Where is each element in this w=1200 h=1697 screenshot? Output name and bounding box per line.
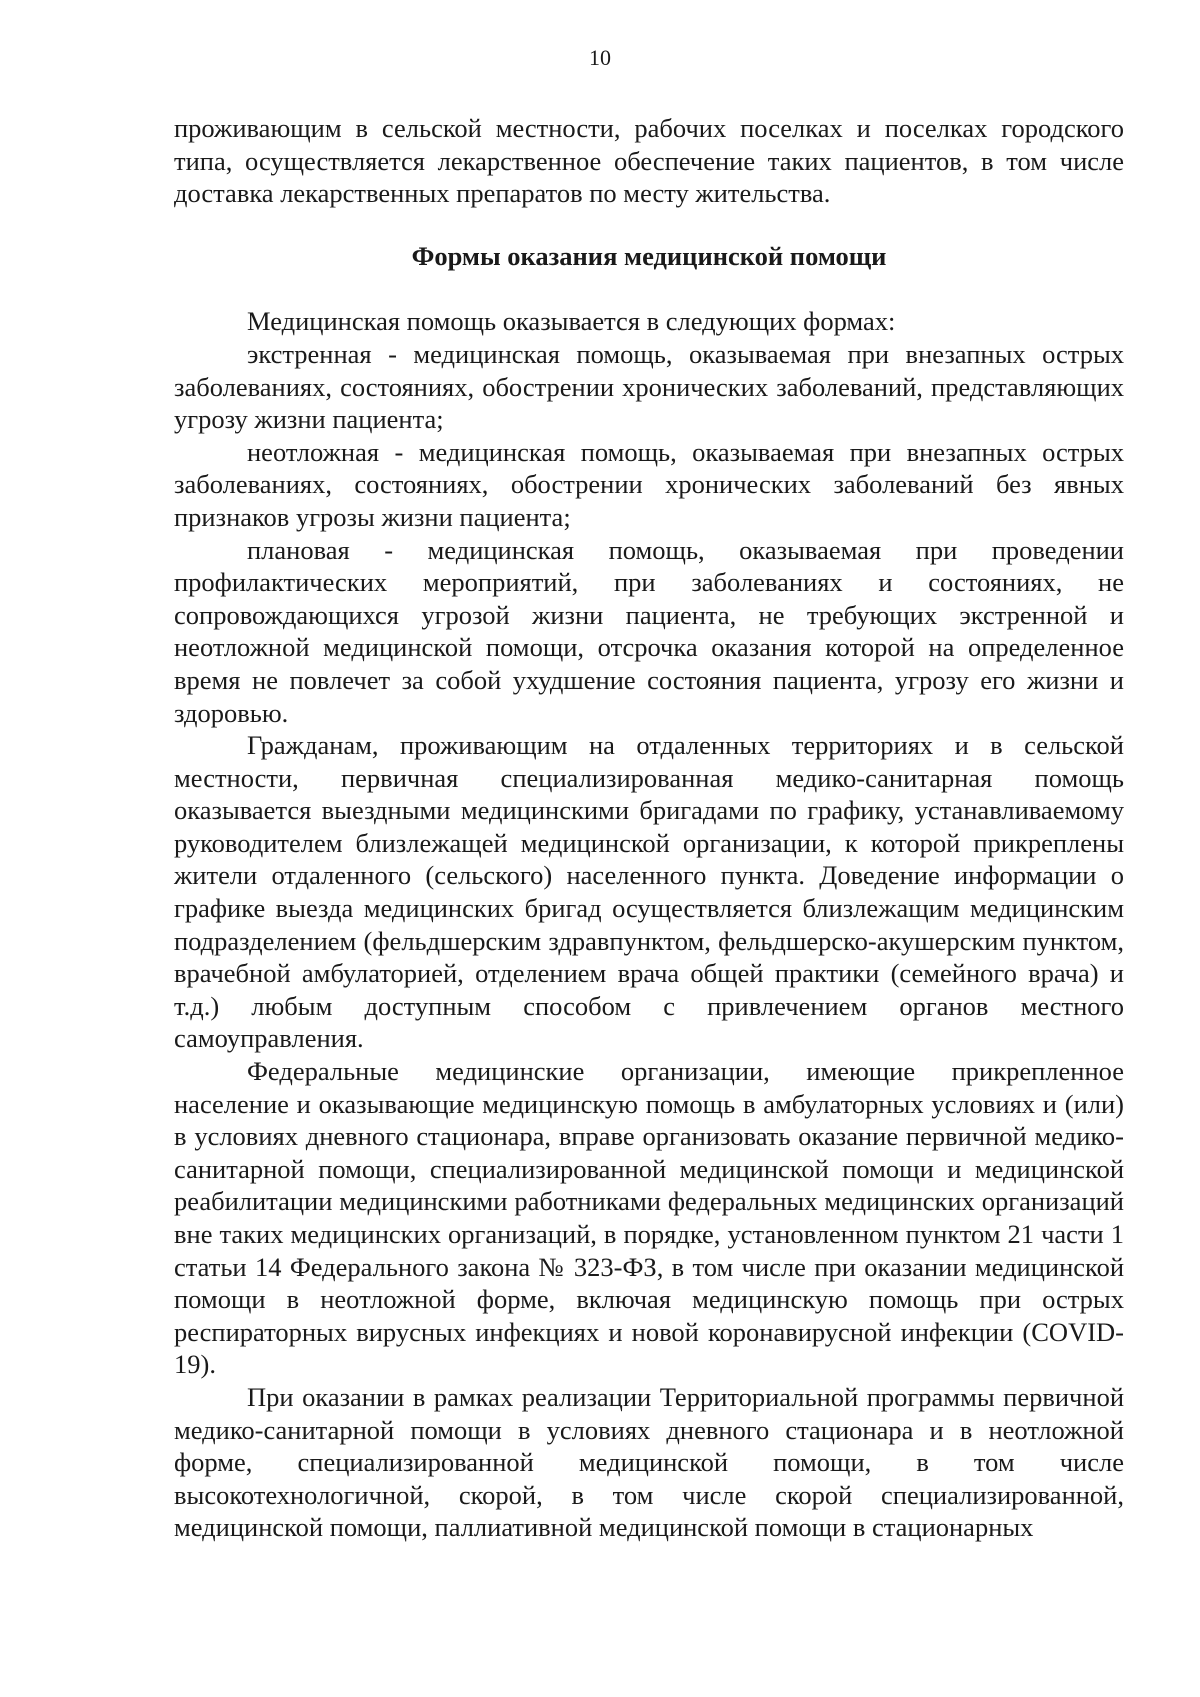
paragraph-remote-territories: Гражданам, проживающим на отдаленных территориях и в сельской местности, первичная специализированная медико-санитарная помощь оказывается выездными медицинскими бригадами по графику, устанавливаемому руководителем близлежащей медицинской организации, к которой прикреплены жители отдаленного (сельского) населенного пункта. Доведение информации о графике выезда медицинских бригад осуществляется близлежащим медицинским подразделением (фельдшерским здравпунктом, фельдшерско-акушерским пунктом, врачебной амбулаторией, отделением врача общей практики (семейного врача) и т.д.) любым доступным способом с привлечением органов местного самоуправления.	[174, 730, 1124, 1054]
paragraph-territorial-program: При оказании в рамках реализации Территориальной программы первичной медико-санитарной помощи в условиях дневного стационара и в неотложной форме, специализированной медицинской помощи, в том числе высокотехнологичной, скорой, в том числе скорой специализированной, медицинской помощи, паллиативной медицинской помощи в стационарных	[174, 1381, 1124, 1543]
document-body	[174, 112, 1124, 1544]
paragraph-emergency: экстренная - медицинская помощь, оказываемая при внезапных острых заболеваниях, состояниях, обострении хронических заболеваний, представляющих угрозу жизни пациента;	[174, 338, 1124, 435]
intro-paragraph: проживающим в сельской местности, рабочих поселках и поселках городского типа, осуществляется лекарственное обеспечение таких пациентов, в том числе доставка лекарственных препаратов по месту жительства.	[174, 113, 1124, 209]
page-number: 10	[589, 45, 611, 70]
paragraph-urgent: неотложная - медицинская помощь, оказываемая при внезапных острых заболеваниях, состояниях, обострении хронических заболеваний без явных признаков угрозы жизни пациента;	[174, 436, 1124, 532]
paragraph-federal-organizations: Федеральные медицинские организации, имеющие прикрепленное население и оказывающие медицинскую помощь в амбулаторных условиях и (или) в условиях дневного стационара, вправе организовать оказание первичной медико-санитарной помощи, специализированной медицинской помощи и медицинской реабилитации медицинскими работниками федеральных медицинских организаций вне таких медицинских организаций, в порядке, установленном пунктом 21 части 1 статьи 14 Федерального закона № 323-ФЗ, в том числе при оказании медицинской помощи в неотложной форме, включая медицинскую помощь при острых респираторных вирусных инфекциях и новой коронавирусной инфекции (COVID-19).	[174, 1056, 1124, 1380]
paragraph-forms-intro: Медицинская помощь оказывается в следующих формах:	[247, 306, 896, 337]
paragraph-planned: плановая - медицинская помощь, оказываемая при проведении профилактических мероприятий, при заболеваниях и состояниях, не сопровождающихся угрозой жизни пациента, не требующих экстренной и неотложной медицинской помощи, отсрочка оказания которой на определенное время не повлечет за собой ухудшение состояния пациента, угрозу его жизни и здоровью.	[174, 534, 1124, 728]
section-heading: Формы оказания медицинской помощи	[411, 240, 887, 271]
